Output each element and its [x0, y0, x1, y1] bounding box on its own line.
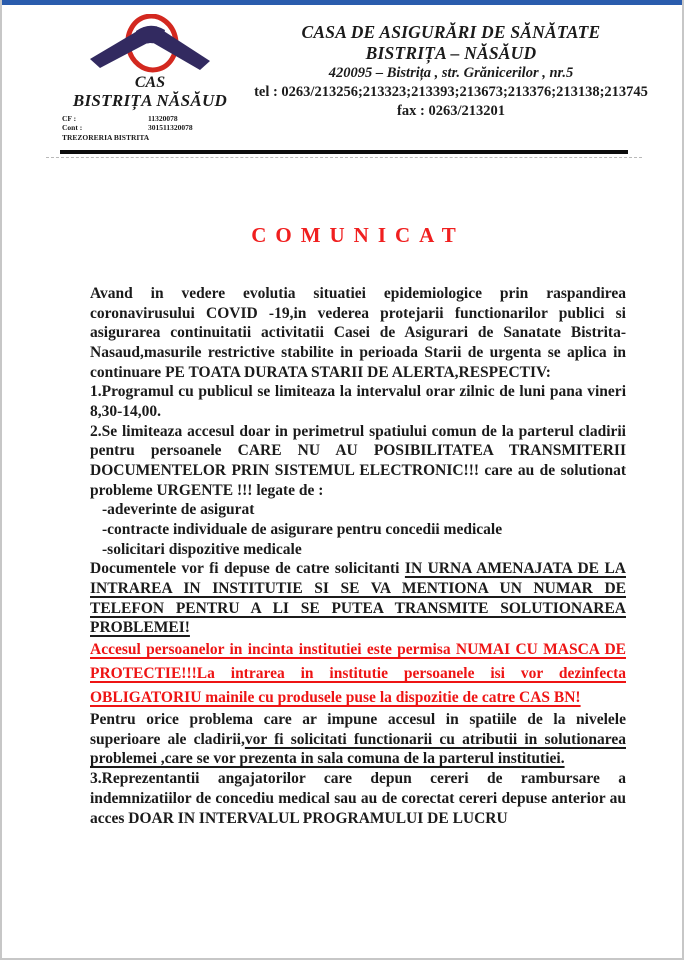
paragraph-mask-requirement: Accesul persoanelor in incinta institutiei este permisa NUMAI CU MASCA DE PROTECTIE!!!La intrarea in institutie persoanele isi vor dezinfecta OBLIGATORIU mainile cu produsele puse la dispozitie de catre CAS BN! [90, 641, 626, 707]
list-item: -adeverinte de asigurat [102, 501, 255, 519]
letterhead [2, 0, 682, 142]
paragraph-intro: Avand in vedere evolutia situatiei epidemiologice prin raspandirea coronavirusului COVID -19,in vederea protejarii functionarilor publici si asigurarea continuitatii activitatii Casei de Asigurari de Sanatate Bistrita-Nasaud,masurile restrictive stabilite in perioada Starii de urgenta se aplica in continuare PE TOATA DURATA STARII DE ALERTA,RESPECTIV: [90, 285, 626, 381]
paragraph-documents-underlined: IN URNA AMENAJATA DE LA INTRAREA IN INSTITUTIE SI SE VA MENTIONA UN NUMAR DE TELEFON PENTRU A LI SE PUTEA TRANSMITE SOLUTIONAREA PROBLEMEI! [90, 560, 626, 637]
cas-handshake-logo [89, 14, 211, 76]
list-item: -solicitari dispozitive medicale [102, 540, 302, 558]
paragraph-upper-floors-plain: Pentru orice problema care ar impune accesul in spatiile de la nivelele superioare ale cladirii, [90, 711, 626, 748]
org-address: 420095 – Bistrița , str. Grănicerilor , nr.5 [328, 65, 574, 81]
paragraph-point-2: 2.Se limiteaza accesul doar in perimetrul spatiului comun de la parterul cladirii pentru persoanele CARE NU AU POSIBILITATEA TRANSMITERII DOCUMENTELOR PRIN SISTEMUL ELECTRONIC!!! care au de solutionat probleme URGENTE !!! legate de : [90, 422, 626, 499]
window-top-edge [2, 0, 682, 5]
paragraph-documents-plain: Documentele vor fi depuse de catre solicitanti [90, 560, 405, 578]
registry-cont-row [62, 123, 240, 132]
org-name-line2: BISTRIȚA – NĂSĂUD [365, 43, 537, 63]
registry-cf-value: 11320078 [148, 114, 178, 123]
org-telephone: tel : 0263/213256;213323;213393;213673;213376;213138;213745 [254, 84, 648, 100]
registry-treasury: TREZORERIA BISTRITA [62, 133, 150, 142]
page-title: COMUNICAT [251, 223, 465, 247]
paragraph-upper-floors [90, 710, 626, 769]
document-body [90, 284, 626, 828]
paragraph-point-1: 1.Programul cu publicul se limiteaza la intervalul orar zilnic de luni pana vineri 8,30-14,00. [90, 383, 626, 421]
paragraph-documents [90, 559, 626, 638]
registry-cf-label: CF : [62, 114, 77, 123]
registry-cf-row [62, 114, 240, 123]
registry-cont-value: 301511320078 [148, 123, 193, 132]
logo-acronym: CAS [134, 74, 166, 91]
header-divider [60, 150, 628, 154]
paragraph-upper-floors-underlined: vor fi solicitati functionarii cu atributii in solutionarea problemei ,care se vor prezenta in sala comuna de la parterul institutiei. [90, 730, 626, 768]
registry-cont-label: Cont : [62, 123, 83, 132]
org-name-line1: CASA DE ASIGURĂRI DE SĂNĂTATE [301, 22, 601, 42]
registry-info [60, 114, 240, 142]
org-contact-block [240, 14, 662, 121]
list-item: -contracte individuale de asigurare pentru concedii medicale [102, 521, 503, 539]
paragraph-point-3: 3.Reprezentantii angajatorilor care depun cereri de rambursare a indemnizatiilor de concediu medical sau au de corectat cereri depuse anterior au acces DOAR IN INTERVALUL PROGRAMULUI DE LUCRU [90, 770, 626, 827]
header-divider-dashed [46, 157, 642, 158]
logo-block [60, 14, 240, 142]
urgent-matters-list [90, 500, 626, 559]
org-fax: fax : 0263/213201 [397, 103, 505, 119]
logo-name: BISTRIȚA NĂSĂUD [72, 91, 228, 110]
